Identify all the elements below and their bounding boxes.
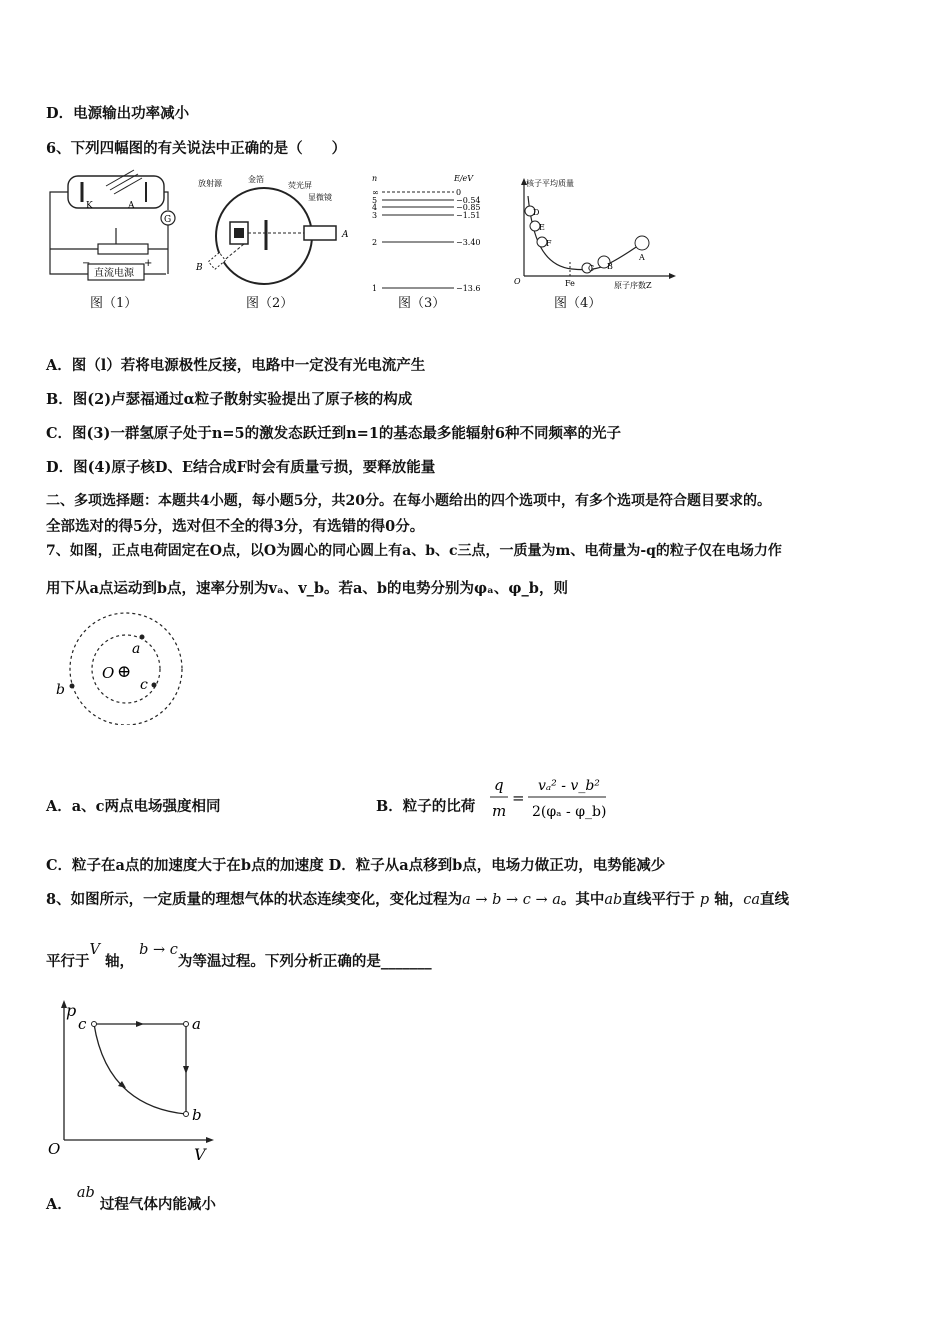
fig4-ylabel: 核子平均质量: [526, 179, 574, 188]
fig3-level-n: 3: [372, 211, 378, 220]
q8-ab: ab: [604, 892, 623, 908]
fig4-origin: O: [514, 277, 521, 286]
fig3-n-head: n: [372, 174, 378, 183]
fig4-point-a: A: [639, 253, 645, 262]
q8-stem-line1: [46, 888, 789, 909]
fig2-screen-label: 荧光屏: [288, 181, 312, 190]
frac-rhs-num: vₐ² - v_b²: [538, 778, 600, 794]
fig2-a-label: A: [342, 230, 349, 240]
fig3-level-e: −3.40: [456, 238, 481, 247]
q8-v: V: [89, 942, 100, 958]
q8-fig-v: V: [194, 1145, 206, 1164]
q6-option-c: C．图(3)一群氢原子处于n=5的激发态跃迁到n=1的基态最多能辐射6种不同频率的光子: [46, 425, 621, 442]
fig4-point-f: F: [546, 239, 552, 248]
fig3-level-n: 4: [372, 203, 378, 212]
q8-process: a → b → c → a: [462, 892, 561, 908]
q8-option-a-text: 过程气体内能减小: [99, 1196, 216, 1213]
q7-stem-line1: 7、如图，正点电荷固定在O点，以O为圆心的同心圆上有a、b、c三点，一质量为m、电荷量为-q的粒子仅在电场力作: [46, 543, 782, 559]
q8-text-3: 直线平行于: [622, 891, 695, 908]
q8-stem-line2: [46, 942, 432, 971]
q8-text-8: 为等温过程。下列分析正确的是_______: [177, 953, 432, 970]
fig4-caption: 图（4）: [554, 296, 602, 311]
fig1-caption: 图（1）: [90, 296, 138, 311]
q8-text-7: 轴，: [105, 953, 135, 970]
section2-line1: 二、多项选择题：本题共4小题，每小题5分，共20分。在每小题给出的四个选项中，有多个选项是符合题目要求的。: [46, 493, 771, 509]
fig4-point-b: B: [607, 262, 613, 271]
fig2-rutherford-scattering: [192, 170, 352, 285]
q7-option-b-prefix: B．粒子的比荷: [376, 798, 476, 815]
fig3-levels: [372, 188, 481, 293]
fig4-nucleon-mass-curve: [512, 176, 682, 291]
fig3-caption: 图（3）: [398, 296, 446, 311]
q7-fig-a: a: [132, 641, 141, 657]
fig3-level-n: ∞: [372, 188, 379, 197]
section2-line2: 全部选对的得5分，选对但不全的得3分，有选错的得0分。: [46, 518, 425, 535]
q8-option-a-ab: ab: [76, 1185, 95, 1201]
fig1-minus: −: [82, 258, 91, 269]
fig1-label-k: K: [86, 201, 93, 211]
fig1-label-a: A: [128, 201, 135, 211]
fig4-point-c: C: [588, 264, 595, 273]
fig3-level-n: 2: [372, 238, 378, 247]
q7-fig-plus-charge: ⊕: [117, 662, 132, 682]
q8-bc: b → c: [139, 942, 178, 958]
q8-fig-c: c: [78, 1015, 87, 1033]
q8-option-a: [46, 1185, 216, 1214]
fig1-plus: +: [144, 258, 153, 269]
fig4-point-e: E: [539, 223, 545, 232]
q8-text-2: 。其中: [560, 891, 605, 908]
q5-option-d: D．电源输出功率减小: [46, 105, 190, 122]
q7-concentric-circles-figure: [50, 605, 190, 725]
fig3-level-e: 0: [456, 188, 462, 197]
fig1-galvanometer-label: G: [164, 215, 172, 225]
q8-p: p: [699, 892, 710, 908]
fig3-e-head: E/eV: [454, 174, 474, 183]
q7-fig-b: b: [56, 682, 65, 698]
fig3-level-n: 1: [372, 284, 378, 293]
q8-text-6: 平行于: [46, 953, 90, 970]
q8-fig-a: a: [192, 1015, 201, 1033]
q8-text-4: 轴，: [714, 891, 744, 908]
q7-option-a: A．a、c两点电场强度相同: [46, 798, 221, 815]
q6-stem: 6、下列四幅图的有关说法中正确的是（ ）: [46, 140, 347, 157]
q8-option-a-prefix: A．: [46, 1196, 72, 1213]
fig2-b-label: B: [196, 263, 203, 273]
fig3-energy-levels: [368, 172, 490, 294]
fig2-microscope-label: 显微镜: [308, 193, 332, 202]
frac-lhs-num: q: [494, 776, 504, 794]
frac-eq: =: [512, 789, 525, 807]
q6-option-a: A．图（l）若将电源极性反接，电路中一定没有光电流产生: [46, 357, 426, 374]
fig4-xlabel: 原子序数Z: [614, 281, 652, 290]
fig1-supply-label: 直流电源: [94, 268, 134, 279]
q7-fig-o: O: [102, 664, 115, 682]
q8-fig-o: O: [48, 1140, 61, 1158]
fig2-caption: 图（2）: [246, 296, 294, 311]
q7-stem-line2: 用下从a点运动到b点，速率分别为vₐ、v_b。若a、b的电势分别为φₐ、φ_b，则: [46, 580, 568, 597]
q8-pv-diagram: [44, 998, 224, 1168]
fig2-source-label: 放射源: [198, 179, 222, 188]
fig4-point-d: D: [533, 208, 540, 217]
fig3-level-n: 5: [372, 196, 378, 205]
q6-option-d: D．图(4)原子核D、E结合成F时会有质量亏损，要释放能量: [46, 459, 436, 476]
q8-text-5: 直线: [760, 891, 790, 908]
frac-rhs-den: 2(φₐ - φ_b): [532, 804, 607, 820]
q7-options-cd: C．粒子在a点的加速度大于在b点的加速度 D．粒子从a点移到b点，电场力做正功，电势能减少: [46, 857, 666, 874]
fig3-level-e: −1.51: [456, 211, 481, 220]
q8-text-1: 8、如图所示，一定质量的理想气体的状态连续变化，变化过程为: [46, 891, 463, 908]
q8-fig-b: b: [192, 1106, 202, 1124]
q8-fig-p: p: [66, 1001, 77, 1020]
fig3-level-e: −0.85: [456, 203, 481, 212]
fig3-level-e: −13.6: [456, 284, 481, 293]
q7-fig-c: c: [140, 677, 148, 693]
fig2-foil-label: 金箔: [248, 175, 264, 184]
fig1-photoelectric-circuit: [44, 168, 184, 283]
q8-ca: ca: [743, 892, 761, 908]
q7-option-b-formula: [486, 770, 616, 826]
frac-lhs-den: m: [492, 802, 507, 820]
q6-option-b: B．图(2)卢瑟福通过α粒子散射实验提出了原子核的构成: [46, 391, 413, 408]
fig3-level-e: −0.54: [456, 196, 481, 205]
fig4-fe: Fe: [565, 279, 575, 288]
